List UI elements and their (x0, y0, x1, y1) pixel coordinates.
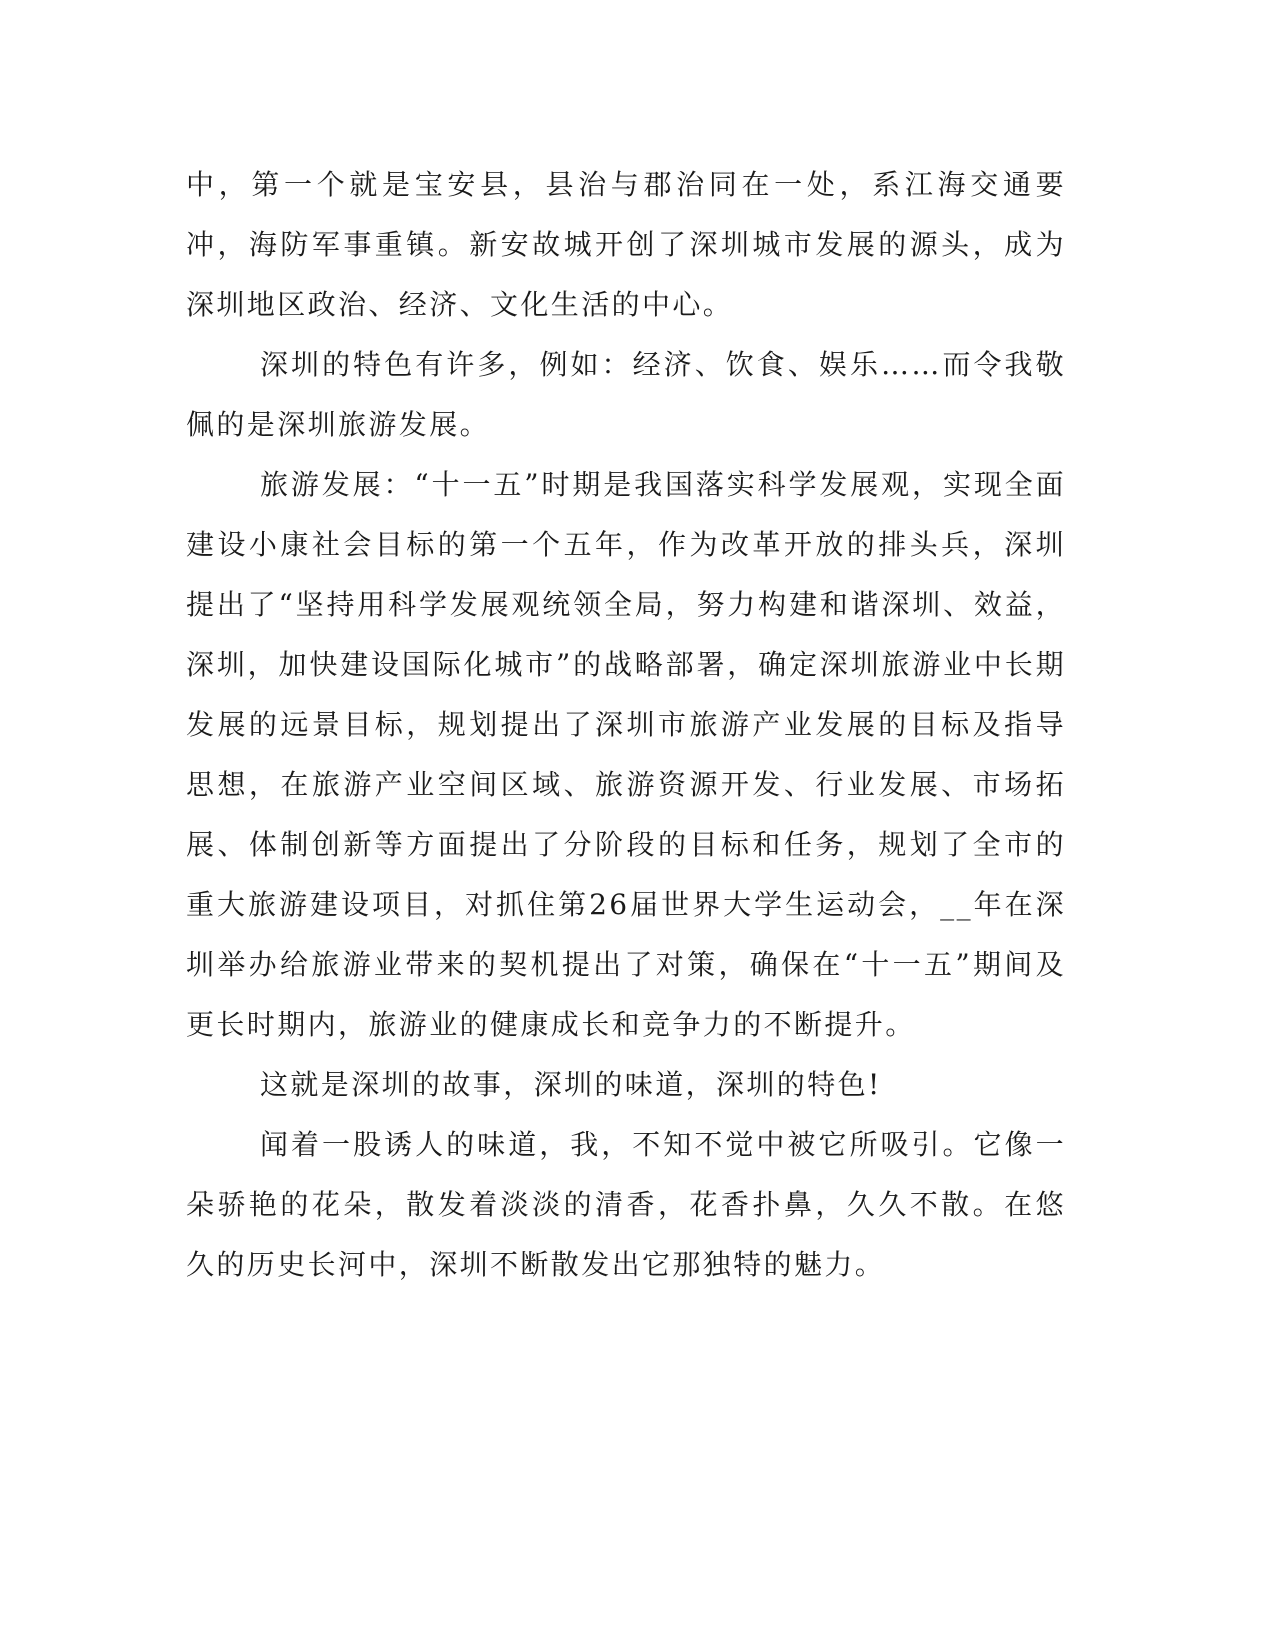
paragraph-5: 闻着一股诱人的味道，我，不知不觉中被它所吸引。它像一朵骄艳的花朵，散发着淡淡的清香，花香扑鼻，久久不散。在悠久的历史长河中，深圳不断散发出它那独特的魅力。 (186, 1128, 1066, 1281)
paragraph-3: 旅游发展：“十一五”时期是我国落实科学发展观，实现全面建设小康社会目标的第一个五年，作为改革开放的排头兵，深圳提出了“坚持用科学发展观统领全局，努力构建和谐深圳、效益，深圳，加快建设国际化城市”的战略部署，确定深圳旅游业中长期发展的远景目标，规划提出了深圳市旅游产业发展的目标及指导思想，在旅游产业空间区域、旅游资源开发、行业发展、市场拓展、体制创新等方面提出了分阶段的目标和任务，规划了全市的重大旅游建设项目，对抓住第26届世界大学生运动会，__年在深圳举办给旅游业带来的契机提出了对策，确保在“十一五”期间及更长时期内，旅游业的健康成长和竞争力的不断提升。 (186, 468, 1066, 1041)
document-body (186, 155, 1066, 1295)
paragraph-2: 深圳的特色有许多，例如：经济、饮食、娱乐……而令我敬佩的是深圳旅游发展。 (186, 348, 1066, 441)
paragraph-1: 中，第一个就是宝安县，县治与郡治同在一处，系江海交通要冲，海防军事重镇。新安故城开创了深圳城市发展的源头，成为深圳地区政治、经济、文化生活的中心。 (186, 168, 1066, 321)
paragraph-4: 这就是深圳的故事，深圳的味道，深圳的特色! (260, 1068, 882, 1101)
